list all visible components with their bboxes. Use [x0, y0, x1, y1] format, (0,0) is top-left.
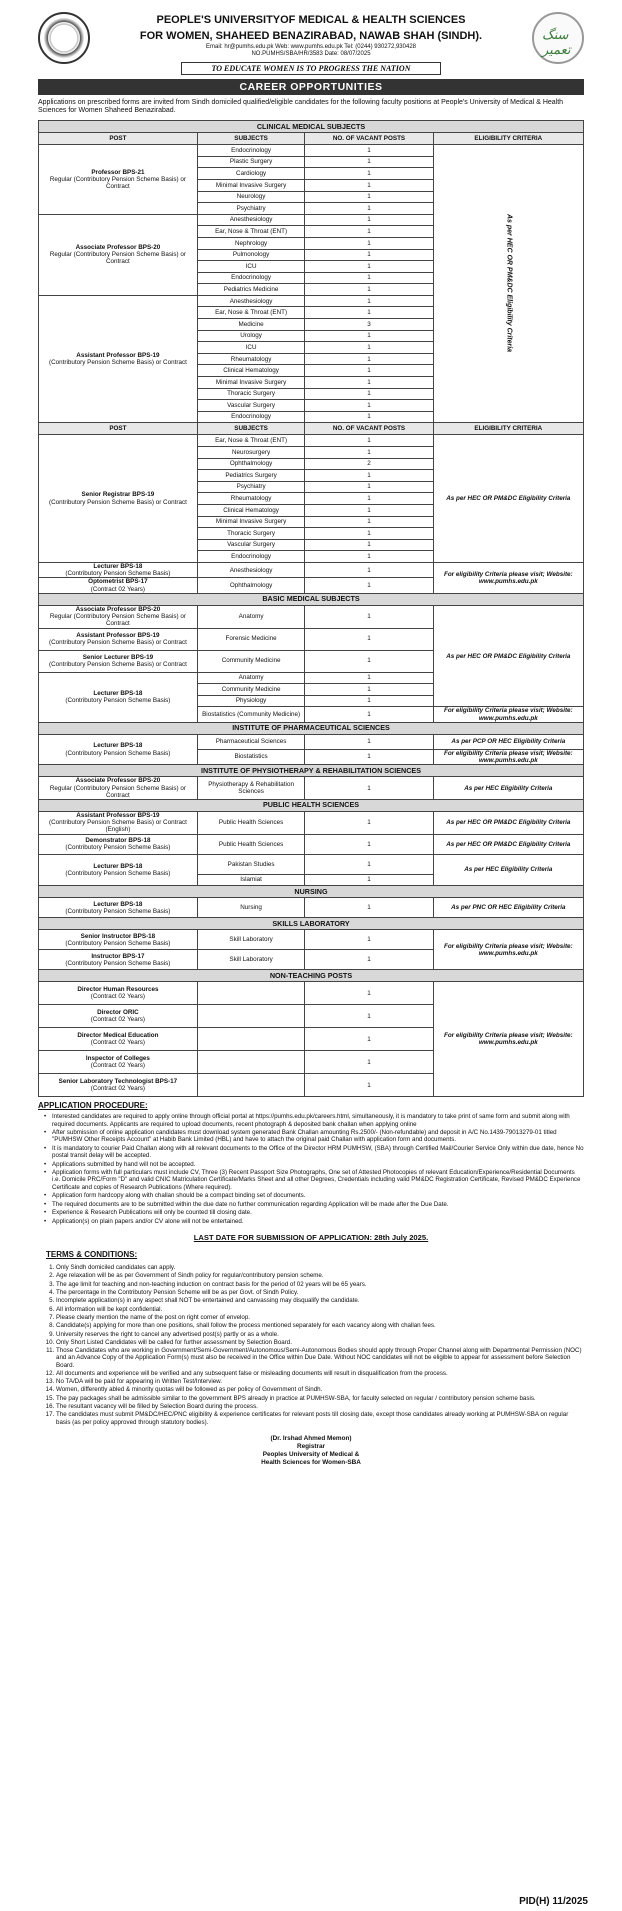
- eligibility-cell: For eligibility Criteria please visit; Website: www.pumhs.edu.pk: [433, 982, 583, 1097]
- vacancy-count: 1: [305, 628, 433, 650]
- signatory-name: (Dr. Irshad Ahmed Memon): [270, 1434, 352, 1442]
- vacancy-count: 1: [305, 516, 433, 528]
- vacancy-count: 1: [305, 777, 433, 800]
- vacancy-count: 1: [305, 707, 433, 722]
- post-title: Optometrist BPS-17: [88, 578, 148, 586]
- section-row: [39, 593, 584, 605]
- signature-block: [38, 1435, 584, 1467]
- subject-cell: Pakistan Studies: [197, 854, 305, 874]
- vacancy-count: 1: [305, 898, 433, 918]
- post-title: Lecturer BPS-18: [93, 900, 143, 908]
- vacancies-header: NO. OF VACANT POSTS: [305, 423, 433, 435]
- post-note: (Contributory Pension Scheme Basis): [65, 697, 171, 705]
- vacancy-count: 1: [305, 504, 433, 516]
- post-title: Associate Professor BPS-20: [75, 243, 161, 251]
- vacancy-count: 1: [305, 812, 433, 835]
- subject-cell: ICU: [197, 342, 305, 354]
- post-title: Senior Lecturer BPS-19: [82, 653, 154, 661]
- vacancy-count: 1: [305, 237, 433, 249]
- post-title: Professor BPS-21: [91, 168, 145, 176]
- subject-cell: Forensic Medicine: [197, 628, 305, 650]
- post-cell: [39, 1005, 198, 1028]
- vacancy-count: 1: [305, 411, 433, 423]
- procedure-item: • Interested candidates are required to apply online through official portal at https://pumhs.edu.pk/careers.html, simultaneously, it is mandatory to take print of same form and submit along with required documents. Applicants are required to upload documents, recent photograph & deposited bank challan when applying online: [52, 1113, 584, 1127]
- subject-cell: Anesthesiology: [197, 214, 305, 226]
- subject-cell: Pediatrics Surgery: [197, 470, 305, 482]
- post-cell: [39, 834, 198, 854]
- terms-item: 10. Only Short Listed Candidates will be called for further assessment by Selection Board.: [56, 1339, 584, 1346]
- post-cell: [39, 295, 198, 423]
- terms-list: [56, 1264, 584, 1426]
- post-cell: [39, 578, 198, 593]
- subject-cell: Islamiat: [197, 874, 305, 886]
- section-title: PUBLIC HEALTH SCIENCES: [39, 800, 584, 812]
- subject-cell: Endocrinology: [197, 145, 305, 157]
- eligibility-cell: As per HEC OR PM&DC Eligibility Criteria: [433, 605, 583, 706]
- vacancy-count: 1: [305, 447, 433, 459]
- subject-cell: Anatomy: [197, 605, 305, 628]
- section-row: [39, 765, 584, 777]
- eligibility-cell: As per HEC OR PM&DC Eligibility Criteria: [433, 834, 583, 854]
- vacancy-count: 1: [305, 168, 433, 180]
- vacancy-count: 1: [305, 605, 433, 628]
- subject-cell: Anesthesiology: [197, 295, 305, 307]
- reference-line: NO.PUMHS/SBA/HR/3583 Date: 08/07/2025: [251, 50, 371, 57]
- post-title: Associate Professor BPS-20: [75, 605, 161, 613]
- section-title: CLINICAL MEDICAL SUBJECTS: [39, 121, 584, 133]
- vacancy-count: 1: [305, 695, 433, 707]
- post-note: (Contributory Pension Scheme Basis) or Contract: [48, 498, 187, 506]
- post-cell: [39, 214, 198, 295]
- university-name: PEOPLE'S UNIVERSITYOF MEDICAL & HEALTH SCIENCES: [156, 14, 466, 26]
- section-title: BASIC MEDICAL SUBJECTS: [39, 593, 584, 605]
- subject-cell: [197, 1051, 305, 1074]
- vacancy-count: 1: [305, 179, 433, 191]
- post-title: Director Medical Education: [77, 1032, 159, 1040]
- post-cell: [39, 628, 198, 650]
- subject-cell: Anesthesiology: [197, 562, 305, 577]
- post-note: (Contributory Pension Scheme Basis): [65, 570, 171, 578]
- vacancy-count: 1: [305, 388, 433, 400]
- post-note: (Contributory Pension Scheme Basis): [65, 939, 171, 947]
- post-cell: [39, 650, 198, 672]
- post-header: POST: [39, 423, 198, 435]
- eligibility-cell: [433, 145, 583, 423]
- pid-number: PID(H) 11/2025: [519, 1896, 588, 1907]
- subject-cell: Ophthalmology: [197, 578, 305, 593]
- terms-item: 12. All documents and experience will be verified and any subsequent false or misleading documents will result in disqualification from the process.: [56, 1370, 584, 1377]
- post-title: Director Human Resources: [77, 986, 159, 994]
- table-row: [39, 734, 584, 749]
- subject-cell: Urology: [197, 330, 305, 342]
- post-cell: [39, 777, 198, 800]
- subject-cell: Pharmaceutical Sciences: [197, 734, 305, 749]
- procedure-item: • Application form hardcopy along with challan should be a compact binding set of documents.: [52, 1192, 584, 1199]
- subject-cell: Nephrology: [197, 237, 305, 249]
- subject-cell: Anatomy: [197, 672, 305, 684]
- subject-cell: Ophthalmology: [197, 458, 305, 470]
- vacancy-count: 1: [305, 295, 433, 307]
- table-row: [39, 145, 584, 157]
- post-cell: [39, 930, 198, 950]
- subject-cell: [197, 1074, 305, 1097]
- subject-cell: Vascular Surgery: [197, 539, 305, 551]
- subject-cell: [197, 1028, 305, 1051]
- vacancy-count: 1: [305, 562, 433, 577]
- procedure-item: • Applications submitted by hand will not be accepted.: [52, 1161, 584, 1168]
- career-banner: CAREER OPPORTUNITIES: [38, 79, 584, 95]
- post-header: POST: [39, 133, 198, 145]
- section-row: [39, 121, 584, 133]
- section-row: [39, 970, 584, 982]
- section-row: [39, 918, 584, 930]
- subject-cell: Neurosurgery: [197, 447, 305, 459]
- post-title: Assistant Professor BPS-19: [76, 631, 160, 639]
- vacancy-count: 1: [305, 481, 433, 493]
- vacancy-count: 1: [305, 470, 433, 482]
- terms-item: 11. Those Candidates who are working in Government/Semi-Government/Autonomous/Semi-Autonomous Bodies should apply through Proper Channel along with Departmental Permission (NOC) and an Advance Copy of the Application Form(s) must also be received in the Office within Due Date. Without NOC candidates will not be eligible to appear for assessment before Selection Board.: [56, 1347, 584, 1368]
- post-title: Director ORIC: [97, 1009, 139, 1017]
- post-note: (Contract 02 Years): [90, 585, 146, 593]
- vacancy-count: 1: [305, 1005, 433, 1028]
- vacancy-count: 1: [305, 493, 433, 505]
- table-row: [39, 898, 584, 918]
- vacancy-count: 1: [305, 528, 433, 540]
- signatory-org-2: Health Sciences for Women-SBA: [261, 1458, 361, 1466]
- eligibility-header: ELIGIBILITY CRITERIA: [433, 423, 583, 435]
- post-note: (Contributory Pension Scheme Basis) or Contract: [48, 639, 187, 647]
- subject-cell: Endocrinology: [197, 272, 305, 284]
- subject-cell: Ear, Nose & Throat (ENT): [197, 226, 305, 238]
- post-title: Senior Laboratory Technologist BPS-17: [58, 1078, 178, 1086]
- post-note: Regular (Contributory Pension Scheme Basis) or Contract: [49, 613, 186, 628]
- post-note: (Contributory Pension Scheme Basis): [65, 749, 171, 757]
- vacancy-count: 1: [305, 191, 433, 203]
- table-row: [39, 435, 584, 447]
- post-note: (Contributory Pension Scheme Basis): [65, 844, 171, 852]
- post-cell: [39, 812, 198, 835]
- subject-cell: Clinical Hematology: [197, 504, 305, 516]
- section-title: INSTITUTE OF PHYSIOTHERAPY & REHABILITATION SCIENCES: [39, 765, 584, 777]
- vacancy-count: 1: [305, 261, 433, 273]
- post-note: (Contract 02 Years): [90, 1062, 146, 1070]
- table-row: [39, 854, 584, 874]
- post-note: (Contract 02 Years): [90, 1085, 146, 1093]
- post-cell: [39, 734, 198, 764]
- terms-item: 14. Women, differently abled & minority quotas will be followed as per policy of Government of Sindh.: [56, 1386, 584, 1393]
- vacancy-count: 1: [305, 578, 433, 593]
- post-note: (Contract 02 Years): [90, 1039, 146, 1047]
- terms-item: 8. Candidate(s) applying for more than one positions, shall follow the process mentioned separately for each vacancy along with challan fees.: [56, 1322, 584, 1329]
- post-note: (Contributory Pension Scheme Basis) or Contract (English): [48, 819, 187, 834]
- section-row: [39, 722, 584, 734]
- table-row: [39, 930, 584, 950]
- vacancy-count: 1: [305, 684, 433, 696]
- subject-cell: [197, 1005, 305, 1028]
- eligibility-cell: As per PNC OR HEC Eligibility Criteria: [433, 898, 583, 918]
- post-cell: [39, 854, 198, 886]
- post-note: Regular (Contributory Pension Scheme Basis) or Contract: [49, 251, 186, 266]
- subject-cell: Community Medicine: [197, 684, 305, 696]
- subject-cell: Minimal Invasive Surgery: [197, 516, 305, 528]
- logo-text: سنگ تعمیر: [542, 28, 571, 58]
- vacancy-count: 1: [305, 854, 433, 874]
- vacancy-count: 1: [305, 249, 433, 261]
- vacancy-table: [38, 120, 584, 1097]
- intro-text: Applications on prescribed forms are invited from Sindh domiciled qualified/eligible candidates for the following faculty positions at People's University of Medical & Health Sciences for Women Shaheed Benazirabad.: [38, 99, 564, 115]
- vacancy-count: 1: [305, 834, 433, 854]
- subject-cell: Medicine: [197, 319, 305, 331]
- letterhead: [38, 10, 584, 76]
- table-row: [39, 605, 584, 628]
- procedure-item: • After submission of online application candidates must download system generated Bank Challan amounting Rs.2500/- (Non-refundable) and deposit in A/C No.1439-79013279-01 titled "PUMHSW Other Receipts Account" at Habib Bank Limited (HBL) and have to attach the original paid Challan with application form and documents.: [52, 1129, 584, 1143]
- vacancy-count: 1: [305, 435, 433, 447]
- terms-item: 13. No TA/DA will be paid for appearing in Written Test/Interview.: [56, 1378, 584, 1385]
- terms-item: 16. The resultant vacancy will be filled by Selection Board during the process.: [56, 1403, 584, 1410]
- vacancy-count: 2: [305, 458, 433, 470]
- terms-item: 2. Age relaxation will be as per Government of Sindh policy for regular/contributory pension scheme.: [56, 1272, 584, 1279]
- post-note: Regular (Contributory Pension Scheme Basis) or Contract: [49, 784, 186, 799]
- vacancy-count: 1: [305, 203, 433, 215]
- vacancy-count: 1: [305, 749, 433, 764]
- post-cell: [39, 950, 198, 970]
- subject-cell: Thoracic Surgery: [197, 528, 305, 540]
- vacancy-count: 1: [305, 342, 433, 354]
- subject-cell: Minimal Invasive Surgery: [197, 179, 305, 191]
- post-title: Assistant Professor BPS-19: [76, 351, 160, 359]
- vacancy-count: 1: [305, 353, 433, 365]
- subject-cell: Endocrinology: [197, 411, 305, 423]
- post-cell: [39, 605, 198, 628]
- eligibility-cell: For eligibility Criteria please visit; Website: www.pumhs.edu.pk: [433, 707, 583, 722]
- vacancy-count: 1: [305, 982, 433, 1005]
- terms-item: 4. The percentage in the Contributory Pension Scheme will be as per Govt. of Sindh Policy.: [56, 1289, 584, 1296]
- subject-cell: ICU: [197, 261, 305, 273]
- section-row: [39, 800, 584, 812]
- vacancy-count: 1: [305, 284, 433, 296]
- eligibility-text: As per HEC OR PM&DC Eligibility Criteria: [505, 213, 513, 352]
- subject-cell: Skill Laboratory: [197, 950, 305, 970]
- university-seal-logo: [38, 12, 90, 64]
- section-title: NON-TEACHING POSTS: [39, 970, 584, 982]
- procedure-item: • Application(s) on plain papers and/or CV alone will not be entertained.: [52, 1218, 584, 1225]
- subject-cell: Physiology: [197, 695, 305, 707]
- subject-cell: Physiotherapy & Rehabilitation Sciences: [197, 777, 305, 800]
- vacancy-count: 1: [305, 650, 433, 672]
- vacancy-count: 1: [305, 226, 433, 238]
- subject-cell: Clinical Hematology: [197, 365, 305, 377]
- post-cell: [39, 1074, 198, 1097]
- terms-item: 1. Only Sindh domiciled candidates can apply.: [56, 1264, 584, 1271]
- subject-cell: Rheumatology: [197, 353, 305, 365]
- eligibility-cell: As per HEC OR PM&DC Eligibility Criteria: [433, 812, 583, 835]
- vacancies-header: NO. OF VACANT POSTS: [305, 133, 433, 145]
- post-title: Associate Professor BPS-20: [75, 777, 161, 785]
- vacancy-count: 3: [305, 319, 433, 331]
- vacancy-count: 1: [305, 874, 433, 886]
- table-row: [39, 982, 584, 1005]
- subject-cell: Pulmonology: [197, 249, 305, 261]
- post-title: Lecturer BPS-18: [93, 689, 143, 697]
- header-row: [39, 423, 584, 435]
- procedure-heading: APPLICATION PROCEDURE:: [38, 1101, 148, 1111]
- post-cell: [39, 672, 198, 722]
- vacancy-count: 1: [305, 272, 433, 284]
- subject-cell: Psychiatry: [197, 481, 305, 493]
- subject-cell: Skill Laboratory: [197, 930, 305, 950]
- terms-item: 17. The candidates must submit PM&DC/HEC/PNC eligibility & experience certificates for relevant posts till closing date, except those candidates already working at PUMHSW-SBA on regular basis (as per policy approved through statutory bodies).: [56, 1411, 584, 1425]
- subject-cell: Minimal Invasive Surgery: [197, 377, 305, 389]
- contact-line: Email: hr@pumhs.edu.pk Web: www.pumhs.edu.pk Tel: (0244) 930272,930428: [206, 44, 416, 50]
- post-cell: [39, 898, 198, 918]
- table-row: [39, 777, 584, 800]
- vacancy-count: 1: [305, 930, 433, 950]
- vacancy-count: 1: [305, 1074, 433, 1097]
- signatory-org-1: Peoples University of Medical &: [262, 1450, 360, 1458]
- eligibility-cell: As per HEC Eligibility Criteria: [433, 854, 583, 886]
- signatory-title: Registrar: [296, 1442, 326, 1450]
- post-note: (Contract 02 Years): [90, 993, 146, 1001]
- procedure-item: • Application forms with full particulars must include CV, Three (3) Recent Passport Size Photographs, One set of Attested Photocopies of relevant Education/Experience/Residential Documents i.e. Domicile PRC/Form "D" and valid CNIC Matriculation Certificate/Marks Sheet and all other Degrees, Credentials including valid PM&DC Registration Certificate, Revised PM&DC Experience Certificate and copies of Research Publications (Where required).: [52, 1169, 584, 1190]
- eligibility-cell: For eligibility Criteria please visit; Website: www.pumhs.edu.pk: [433, 562, 583, 593]
- vacancy-count: 1: [305, 734, 433, 749]
- subject-cell: Cardiology: [197, 168, 305, 180]
- post-cell: [39, 1028, 198, 1051]
- last-date: LAST DATE FOR SUBMISSION OF APPLICATION: 28th July 2025.: [193, 1233, 429, 1243]
- section-row: [39, 886, 584, 898]
- post-note: (Contributory Pension Scheme Basis): [65, 907, 171, 915]
- subject-cell: Biostatistics (Community Medicine): [197, 707, 305, 722]
- terms-item: 7. Please clearly mention the name of the post on right corner of envelop.: [56, 1314, 584, 1321]
- vacancy-count: 1: [305, 551, 433, 563]
- vacancy-count: 1: [305, 377, 433, 389]
- post-note: (Contributory Pension Scheme Basis) or Contract: [48, 359, 187, 367]
- subject-cell: Biostatistics: [197, 749, 305, 764]
- terms-item: 15. The pay packages shall be admissible similar to the government BPS already in practice at PUMHSW-SBA, for faculty selected on regular / contributory pension scheme basis.: [56, 1395, 584, 1402]
- vacancy-count: 1: [305, 539, 433, 551]
- table-row: [39, 562, 584, 577]
- subjects-header: SUBJECTS: [197, 423, 305, 435]
- subject-cell: [197, 982, 305, 1005]
- table-row: [39, 812, 584, 835]
- section-title: NURSING: [39, 886, 584, 898]
- post-title: Instructor BPS-17: [91, 952, 145, 960]
- terms-item: 5. Incomplete application(s) in any aspect shall NOT be entertained and canvassing may disqualify the candidate.: [56, 1297, 584, 1304]
- eligibility-header: ELIGIBILITY CRITERIA: [433, 133, 583, 145]
- subject-cell: Psychiatry: [197, 203, 305, 215]
- procedure-item: • The required documents are to be submitted within the due date no further communication regarding Application will be made after the Due Date.: [52, 1201, 584, 1208]
- terms-item: 9. University reserves the right to cancel any advertised post(s) partly or as a whole.: [56, 1331, 584, 1338]
- post-title: Lecturer BPS-18: [93, 562, 143, 570]
- subject-cell: Plastic Surgery: [197, 156, 305, 168]
- section-title: SKILLS LABORATORY: [39, 918, 584, 930]
- subjects-header: SUBJECTS: [197, 133, 305, 145]
- post-cell: [39, 435, 198, 563]
- procedure-list: [52, 1113, 584, 1225]
- post-title: Senior Registrar BPS-19: [81, 491, 155, 499]
- vacancy-count: 1: [305, 672, 433, 684]
- vacancy-count: 1: [305, 400, 433, 412]
- post-cell: [39, 562, 198, 577]
- subject-cell: Public Health Sciences: [197, 812, 305, 835]
- post-title: Inspector of Colleges: [85, 1055, 150, 1063]
- post-title: Demonstrator BPS-18: [85, 836, 151, 844]
- subject-cell: Ear, Nose & Throat (ENT): [197, 307, 305, 319]
- post-title: Lecturer BPS-18: [93, 862, 143, 870]
- procedure-item: • It is mandatory to courier Paid Challan along with all relevant documents to the Office of the Director HRM PUMHSW, (SBA) through Certified Mail/Courier Service Only within due date, hence No postal transit delay will be accepted.: [52, 1145, 584, 1159]
- post-cell: [39, 1051, 198, 1074]
- university-location: FOR WOMEN, SHAHEED BENAZIRABAD, NAWAB SHAH (SINDH).: [139, 30, 483, 42]
- vacancy-count: 1: [305, 1028, 433, 1051]
- terms-item: 6. All information will be kept confidential.: [56, 1306, 584, 1313]
- table-row: [39, 834, 584, 854]
- vacancy-count: 1: [305, 307, 433, 319]
- section-title: INSTITUTE OF PHARMACEUTICAL SCIENCES: [39, 722, 584, 734]
- header-row: [39, 133, 584, 145]
- motto-box: TO EDUCATE WOMEN IS TO PROGRESS THE NATION: [181, 62, 441, 75]
- post-note: Regular (Contributory Pension Scheme Basis) or Contract: [49, 175, 186, 191]
- post-note: (Contract 02 Years): [90, 1016, 146, 1024]
- post-note: (Contributory Pension Scheme Basis): [65, 870, 171, 877]
- vacancy-count: 1: [305, 365, 433, 377]
- post-note: (Contributory Pension Scheme Basis) or Contract: [48, 661, 187, 669]
- eligibility-cell: As per HEC Eligibility Criteria: [433, 777, 583, 800]
- post-cell: [39, 982, 198, 1005]
- vacancy-count: 1: [305, 145, 433, 157]
- subject-cell: Nursing: [197, 898, 305, 918]
- post-cell: [39, 145, 198, 215]
- terms-heading: TERMS & CONDITIONS:: [46, 1249, 138, 1259]
- post-title: Senior Instructor BPS-18: [80, 932, 156, 940]
- eligibility-cell: As per PCP OR HEC Eligibility Criteria: [433, 734, 583, 749]
- campaign-logo: [532, 12, 584, 64]
- subject-cell: Ear, Nose & Throat (ENT): [197, 435, 305, 447]
- post-title: Lecturer BPS-18: [93, 742, 143, 750]
- eligibility-cell: For eligibility Criteria please visit; Website: www.pumhs.edu.pk: [433, 749, 583, 764]
- vacancy-count: 1: [305, 1051, 433, 1074]
- eligibility-cell: For eligibility Criteria please visit; Website: www.pumhs.edu.pk: [433, 930, 583, 970]
- subject-cell: Neurology: [197, 191, 305, 203]
- subject-cell: Vascular Surgery: [197, 400, 305, 412]
- vacancy-count: 1: [305, 950, 433, 970]
- subject-cell: Public Health Sciences: [197, 834, 305, 854]
- subject-cell: Rheumatology: [197, 493, 305, 505]
- procedure-item: • Experience & Research Publications will only be counted till closing date.: [52, 1209, 584, 1216]
- post-title: Assistant Professor BPS-19: [76, 812, 160, 819]
- vacancy-count: 1: [305, 156, 433, 168]
- subject-cell: Pediatrics Medicine: [197, 284, 305, 296]
- post-note: (Contributory Pension Scheme Basis): [65, 959, 171, 967]
- subject-cell: Community Medicine: [197, 650, 305, 672]
- vacancy-count: 1: [305, 214, 433, 226]
- vacancy-count: 1: [305, 330, 433, 342]
- subject-cell: Thoracic Surgery: [197, 388, 305, 400]
- terms-item: 3. The age limit for teaching and non-teaching induction on contract basis for the period of 02 years will be 65 years.: [56, 1281, 584, 1288]
- subject-cell: Endocrinology: [197, 551, 305, 563]
- eligibility-cell: As per HEC OR PM&DC Eligibility Criteria: [433, 435, 583, 563]
